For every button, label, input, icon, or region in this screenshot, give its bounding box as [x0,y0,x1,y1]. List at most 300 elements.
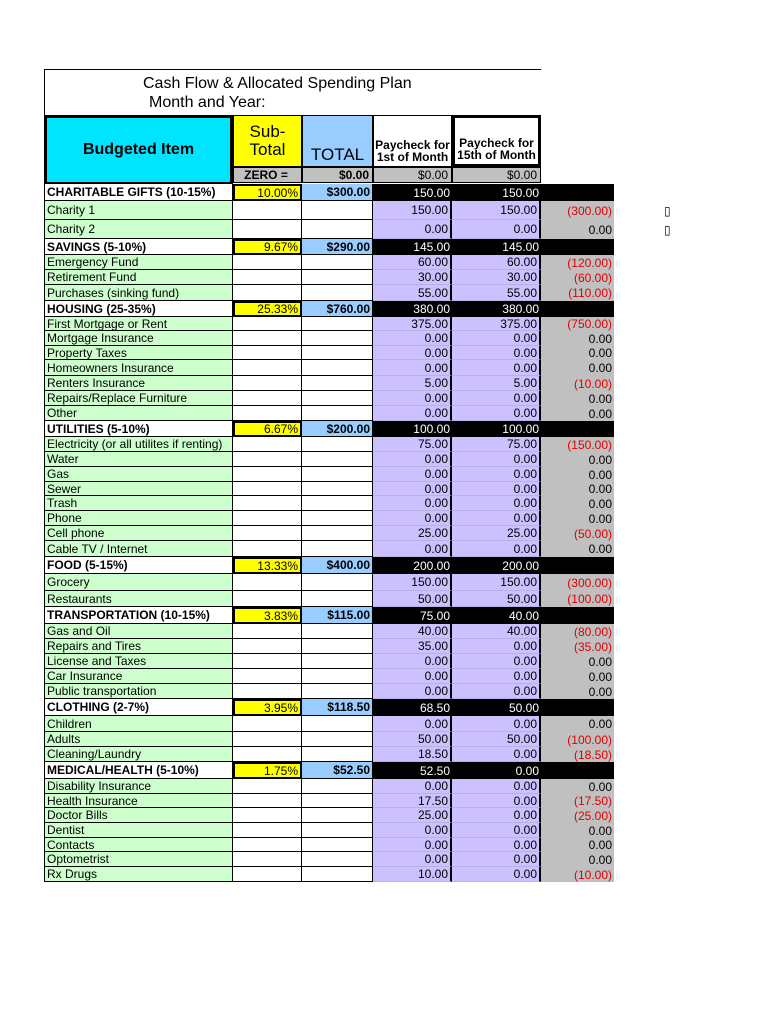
category-row [44,607,614,624]
item-row [44,867,614,882]
paycheck-15th-cell[interactable]: 75.00 [452,437,541,452]
subtotal-cell[interactable] [233,747,302,762]
subtotal-cell[interactable] [233,406,302,421]
subtotal-cell[interactable]: 6.67% [233,421,302,437]
subtotal-cell[interactable] [233,654,302,669]
total-cell[interactable]: $52.50 [302,762,373,779]
paycheck-15th-cell[interactable]: 50.00 [452,732,541,747]
item-label[interactable]: Retirement Fund [44,270,233,285]
item-label[interactable]: Cell phone [44,526,233,541]
item-row [44,437,614,452]
paycheck-15th-cell[interactable]: 100.00 [452,421,541,437]
paycheck-15th-cell[interactable]: 0.00 [452,220,541,239]
subtotal-cell[interactable] [233,732,302,747]
item-label[interactable]: Water [44,452,233,467]
paycheck-15th-cell[interactable]: 0.00 [452,511,541,526]
paycheck-1st-cell[interactable]: 0.00 [373,654,452,669]
subtotal-cell[interactable] [233,255,302,270]
paycheck-15th-cell[interactable]: 375.00 [452,317,541,331]
paycheck-15th-cell[interactable]: 0.00 [452,639,541,654]
total-cell[interactable] [302,852,373,867]
paycheck-1st-cell[interactable]: 0.00 [373,391,452,406]
subtotal-cell[interactable]: 3.83% [233,607,302,624]
total-cell[interactable]: $300.00 [302,184,373,201]
paycheck-1st-cell[interactable]: 0.00 [373,716,452,732]
difference-cell[interactable]: 0.00 [541,452,614,467]
total-cell[interactable] [302,591,373,607]
item-label[interactable]: License and Taxes [44,654,233,669]
subtotal-cell[interactable] [233,391,302,406]
subtotal-cell[interactable] [233,285,302,301]
subtotal-cell[interactable] [233,684,302,699]
difference-cell[interactable]: (100.00) [541,732,614,747]
subtotal-cell[interactable] [233,346,302,360]
total-cell[interactable] [302,867,373,882]
item-row [44,654,614,669]
item-row [44,526,614,541]
item-row [44,794,614,808]
paycheck-1st-cell[interactable]: 200.00 [373,557,452,574]
paycheck-1st-cell[interactable]: 60.00 [373,255,452,270]
subtotal-cell[interactable] [233,220,302,239]
paycheck-1st-cell[interactable]: 25.00 [373,808,452,823]
total-cell[interactable] [302,467,373,482]
difference-cell[interactable] [541,762,614,779]
paycheck-1st-cell[interactable]: 50.00 [373,591,452,607]
difference-cell[interactable]: 0.00 [541,360,614,376]
paycheck-1st-cell[interactable]: 35.00 [373,639,452,654]
item-row [44,716,614,732]
total-cell[interactable] [302,437,373,452]
paycheck-15th-cell[interactable]: 30.00 [452,270,541,285]
paycheck-15th-cell[interactable]: 0.00 [452,360,541,376]
category-label[interactable]: CHARITABLE GIFTS (10-15%) [44,184,233,201]
subtotal-cell[interactable] [233,639,302,654]
total-cell[interactable] [302,482,373,496]
difference-cell[interactable]: (100.00) [541,591,614,607]
item-label[interactable]: Children [44,716,233,732]
item-label[interactable]: Charity 2 [44,220,233,239]
paycheck-15th-cell[interactable]: 380.00 [452,301,541,317]
paycheck-15th-cell[interactable]: 40.00 [452,607,541,624]
item-label[interactable]: Dentist [44,823,233,838]
paycheck-15th-cell[interactable]: 0.00 [452,716,541,732]
item-row [44,376,614,391]
paycheck-1st-cell[interactable]: 18.50 [373,747,452,762]
difference-cell[interactable]: (150.00) [541,437,614,452]
item-row [44,838,614,852]
total-cell[interactable] [302,794,373,808]
subtotal-cell[interactable] [233,376,302,391]
paycheck-15th-cell[interactable]: 0.00 [452,406,541,421]
subtotal-cell[interactable] [233,838,302,852]
subtotal-cell[interactable]: 10.00% [233,184,302,201]
paycheck-1st-cell[interactable]: 0.00 [373,452,452,467]
difference-cell[interactable]: 0.00 [541,220,614,239]
difference-cell[interactable]: (300.00) [541,201,614,220]
total-cell[interactable] [302,406,373,421]
item-label[interactable]: Sewer [44,482,233,496]
category-label[interactable]: MEDICAL/HEALTH (5-10%) [44,762,233,779]
paycheck-1st-cell[interactable]: 17.50 [373,794,452,808]
month-year-label: Month and Year: [149,94,266,111]
total-cell[interactable] [302,808,373,823]
item-row [44,391,614,406]
item-label[interactable]: Emergency Fund [44,255,233,270]
subtotal-cell[interactable] [233,624,302,639]
paycheck-1st-cell[interactable]: 0.00 [373,541,452,557]
item-row [44,852,614,867]
item-label[interactable]: Cable TV / Internet [44,541,233,557]
difference-cell[interactable]: 0.00 [541,406,614,421]
item-label[interactable]: Rx Drugs [44,867,233,882]
item-label[interactable]: Homeowners Insurance [44,360,233,376]
paycheck-1st-cell[interactable]: 0.00 [373,669,452,684]
total-cell[interactable] [302,574,373,591]
subtotal-cell[interactable] [233,716,302,732]
total-cell[interactable] [302,270,373,285]
paycheck-15th-cell[interactable]: 0.00 [452,467,541,482]
item-label[interactable]: Grocery [44,574,233,591]
item-row [44,541,614,557]
total-cell[interactable] [302,654,373,669]
item-row [44,823,614,838]
paycheck-15th-cell[interactable]: 145.00 [452,239,541,255]
difference-cell[interactable]: (120.00) [541,255,614,270]
difference-cell[interactable]: 0.00 [541,511,614,526]
item-label[interactable]: Renters Insurance [44,376,233,391]
paycheck-1st-cell[interactable]: 0.00 [373,220,452,239]
difference-cell[interactable]: 0.00 [541,684,614,699]
item-label[interactable]: Gas and Oil [44,624,233,639]
difference-cell[interactable] [541,607,614,624]
subtotal-cell[interactable] [233,541,302,557]
item-label[interactable]: First Mortgage or Rent [44,317,233,331]
item-label[interactable]: Adults [44,732,233,747]
difference-cell[interactable]: 0.00 [541,391,614,406]
paycheck-15th-cell[interactable]: 5.00 [452,376,541,391]
total-cell[interactable] [302,779,373,794]
side-marker-2: ▯ [664,223,671,237]
paycheck-1st-cell[interactable]: 0.00 [373,496,452,511]
total-cell[interactable] [302,391,373,406]
paycheck-15th-cell[interactable]: 0.00 [452,482,541,496]
item-label[interactable]: Doctor Bills [44,808,233,823]
total-cell[interactable] [302,511,373,526]
total-cell[interactable]: $290.00 [302,239,373,255]
category-label[interactable]: FOOD (5-15%) [44,557,233,574]
subtotal-cell[interactable] [233,317,302,331]
difference-cell[interactable] [541,301,614,317]
subtotal-cell[interactable] [233,201,302,220]
total-cell[interactable] [302,285,373,301]
difference-cell[interactable]: 0.00 [541,838,614,852]
subtotal-cell[interactable] [233,591,302,607]
zero-label: ZERO = [233,167,302,183]
category-label[interactable]: TRANSPORTATION (10-15%) [44,607,233,624]
subtotal-cell[interactable] [233,496,302,511]
item-label[interactable]: Property Taxes [44,346,233,360]
header-paycheck-15th: Paycheck for 15th of Month [452,115,541,167]
item-label[interactable]: Restaurants [44,591,233,607]
difference-cell[interactable]: 0.00 [541,823,614,838]
item-label[interactable]: Phone [44,511,233,526]
paycheck-1st-cell[interactable]: 75.00 [373,607,452,624]
paycheck-15th-cell[interactable]: 0.00 [452,838,541,852]
paycheck-1st-cell[interactable]: 0.00 [373,482,452,496]
difference-cell[interactable]: 0.00 [541,346,614,360]
total-cell[interactable] [302,716,373,732]
paycheck-15th-cell[interactable]: 0.00 [452,794,541,808]
item-label[interactable]: Health Insurance [44,794,233,808]
difference-cell[interactable] [541,184,614,201]
paycheck-1st-cell[interactable]: 5.00 [373,376,452,391]
subtotal-cell[interactable]: 3.95% [233,699,302,716]
subtotal-cell[interactable] [233,779,302,794]
item-label[interactable]: Electricity (or all utilites if renting) [44,437,233,452]
paycheck-15th-cell[interactable]: 0.00 [452,496,541,511]
item-label[interactable]: Trash [44,496,233,511]
zero-paycheck-1st: $0.00 [373,167,452,183]
difference-cell[interactable] [541,421,614,437]
item-label[interactable]: Repairs/Replace Furniture [44,391,233,406]
paycheck-15th-cell[interactable]: 50.00 [452,591,541,607]
paycheck-1st-cell[interactable]: 0.00 [373,684,452,699]
subtotal-cell[interactable] [233,452,302,467]
paycheck-1st-cell[interactable]: 0.00 [373,331,452,346]
total-cell[interactable] [302,331,373,346]
subtotal-cell[interactable] [233,360,302,376]
category-label[interactable]: HOUSING (25-35%) [44,301,233,317]
difference-cell[interactable]: (50.00) [541,526,614,541]
item-label[interactable]: Disability Insurance [44,779,233,794]
difference-cell[interactable]: 0.00 [541,852,614,867]
total-cell[interactable] [302,346,373,360]
paycheck-15th-cell[interactable]: 55.00 [452,285,541,301]
total-cell[interactable] [302,684,373,699]
paycheck-15th-cell[interactable]: 40.00 [452,624,541,639]
paycheck-15th-cell[interactable]: 0.00 [452,808,541,823]
subtotal-cell[interactable] [233,467,302,482]
item-label[interactable]: Optometrist [44,852,233,867]
total-cell[interactable]: $400.00 [302,557,373,574]
paycheck-1st-cell[interactable]: 0.00 [373,360,452,376]
paycheck-1st-cell[interactable]: 0.00 [373,511,452,526]
difference-cell[interactable]: (300.00) [541,574,614,591]
paycheck-1st-cell[interactable]: 375.00 [373,317,452,331]
subtotal-cell[interactable]: 25.33% [233,301,302,317]
paycheck-15th-cell[interactable]: 0.00 [452,684,541,699]
item-row [44,574,614,591]
zero-total: $0.00 [302,167,373,183]
total-cell[interactable] [302,732,373,747]
subtotal-cell[interactable] [233,794,302,808]
item-row [44,285,614,301]
total-cell[interactable] [302,220,373,239]
item-row [44,482,614,496]
paycheck-1st-cell[interactable]: 52.50 [373,762,452,779]
item-label[interactable]: Contacts [44,838,233,852]
difference-cell[interactable]: 0.00 [541,496,614,511]
total-cell[interactable] [302,317,373,331]
difference-cell[interactable]: (80.00) [541,624,614,639]
item-label[interactable]: Cleaning/Laundry [44,747,233,762]
paycheck-1st-cell[interactable]: 55.00 [373,285,452,301]
paycheck-1st-cell[interactable]: 150.00 [373,201,452,220]
title-block [44,69,541,117]
difference-cell[interactable] [541,699,614,716]
subtotal-cell[interactable] [233,574,302,591]
subtotal-cell[interactable] [233,270,302,285]
subtotal-cell[interactable] [233,331,302,346]
total-cell[interactable] [302,452,373,467]
total-cell[interactable] [302,541,373,557]
item-label[interactable]: Public transportation [44,684,233,699]
category-label[interactable]: UTILITIES (5-10%) [44,421,233,437]
paycheck-15th-cell[interactable]: 50.00 [452,699,541,716]
paycheck-15th-cell[interactable]: 150.00 [452,201,541,220]
paycheck-1st-cell[interactable]: 68.50 [373,699,452,716]
paycheck-15th-cell[interactable]: 0.00 [452,669,541,684]
total-cell[interactable] [302,255,373,270]
paycheck-15th-cell[interactable]: 0.00 [452,654,541,669]
difference-cell[interactable]: (10.00) [541,867,614,882]
header-subtotal: Sub- Total [233,115,302,167]
difference-cell[interactable]: 0.00 [541,669,614,684]
item-label[interactable]: Repairs and Tires [44,639,233,654]
subtotal-cell[interactable] [233,808,302,823]
difference-cell[interactable]: 0.00 [541,541,614,557]
difference-cell[interactable]: 0.00 [541,467,614,482]
total-cell[interactable] [302,823,373,838]
category-label[interactable]: SAVINGS (5-10%) [44,239,233,255]
paycheck-1st-cell[interactable]: 145.00 [373,239,452,255]
difference-cell[interactable] [541,239,614,255]
paycheck-15th-cell[interactable]: 150.00 [452,184,541,201]
subtotal-cell[interactable] [233,823,302,838]
paycheck-1st-cell[interactable]: 0.00 [373,346,452,360]
paycheck-15th-cell[interactable]: 0.00 [452,331,541,346]
total-cell[interactable] [302,376,373,391]
paycheck-1st-cell[interactable]: 0.00 [373,406,452,421]
paycheck-15th-cell[interactable]: 0.00 [452,762,541,779]
subtotal-cell[interactable]: 1.75% [233,762,302,779]
total-cell[interactable] [302,360,373,376]
difference-cell[interactable]: (25.00) [541,808,614,823]
paycheck-15th-cell[interactable]: 0.00 [452,452,541,467]
total-cell[interactable] [302,496,373,511]
paycheck-15th-cell[interactable]: 0.00 [452,823,541,838]
subtotal-cell[interactable] [233,526,302,541]
paycheck-15th-cell[interactable]: 25.00 [452,526,541,541]
paycheck-1st-cell[interactable]: 0.00 [373,823,452,838]
difference-cell[interactable]: (17.50) [541,794,614,808]
item-label[interactable]: Charity 1 [44,201,233,220]
sheet-title: Cash Flow & Allocated Spending Plan [143,75,412,92]
paycheck-1st-cell[interactable]: 0.00 [373,467,452,482]
paycheck-1st-cell[interactable]: 30.00 [373,270,452,285]
paycheck-15th-cell[interactable]: 0.00 [452,779,541,794]
paycheck-1st-cell[interactable]: 0.00 [373,838,452,852]
total-cell[interactable] [302,624,373,639]
paycheck-15th-cell[interactable]: 0.00 [452,346,541,360]
difference-cell[interactable]: 0.00 [541,779,614,794]
subtotal-cell[interactable] [233,511,302,526]
paycheck-1st-cell[interactable]: 0.00 [373,779,452,794]
subtotal-cell[interactable] [233,482,302,496]
category-label[interactable]: CLOTHING (2-7%) [44,699,233,716]
total-cell[interactable] [302,669,373,684]
item-label[interactable]: Car Insurance [44,669,233,684]
difference-cell[interactable]: (60.00) [541,270,614,285]
paycheck-15th-cell[interactable]: 0.00 [452,747,541,762]
difference-cell[interactable]: 0.00 [541,654,614,669]
paycheck-1st-cell[interactable]: 40.00 [373,624,452,639]
paycheck-15th-cell[interactable]: 150.00 [452,574,541,591]
difference-cell[interactable]: (750.00) [541,317,614,331]
subtotal-cell[interactable] [233,867,302,882]
item-row [44,732,614,747]
item-label[interactable]: Other [44,406,233,421]
difference-cell[interactable]: (35.00) [541,639,614,654]
item-label[interactable]: Purchases (sinking fund) [44,285,233,301]
paycheck-1st-cell[interactable]: 25.00 [373,526,452,541]
paycheck-15th-cell[interactable]: 0.00 [452,867,541,882]
paycheck-1st-cell[interactable]: 50.00 [373,732,452,747]
total-cell[interactable]: $760.00 [302,301,373,317]
paycheck-1st-cell[interactable]: 10.00 [373,867,452,882]
total-cell[interactable] [302,838,373,852]
paycheck-15th-cell[interactable]: 200.00 [452,557,541,574]
difference-cell[interactable]: (110.00) [541,285,614,301]
paycheck-1st-cell[interactable]: 150.00 [373,574,452,591]
total-cell[interactable] [302,201,373,220]
paycheck-1st-cell[interactable]: 100.00 [373,421,452,437]
total-cell[interactable]: $115.00 [302,607,373,624]
subtotal-cell[interactable] [233,669,302,684]
total-cell[interactable] [302,747,373,762]
subtotal-cell[interactable]: 13.33% [233,557,302,574]
difference-cell[interactable]: 0.00 [541,482,614,496]
paycheck-1st-cell[interactable]: 150.00 [373,184,452,201]
item-label[interactable]: Gas [44,467,233,482]
item-row [44,496,614,511]
difference-cell[interactable]: (18.50) [541,747,614,762]
item-row [44,684,614,699]
item-label[interactable]: Mortgage Insurance [44,331,233,346]
difference-cell[interactable] [541,557,614,574]
paycheck-15th-cell[interactable]: 60.00 [452,255,541,270]
subtotal-cell[interactable] [233,437,302,452]
difference-cell[interactable]: 0.00 [541,331,614,346]
subtotal-cell[interactable] [233,852,302,867]
total-cell[interactable]: $200.00 [302,421,373,437]
item-row [44,346,614,360]
paycheck-1st-cell[interactable]: 75.00 [373,437,452,452]
total-cell[interactable] [302,526,373,541]
paycheck-15th-cell[interactable]: 0.00 [452,852,541,867]
difference-cell[interactable]: 0.00 [541,716,614,732]
subtotal-cell[interactable]: 9.67% [233,239,302,255]
total-cell[interactable]: $118.50 [302,699,373,716]
paycheck-1st-cell[interactable]: 0.00 [373,852,452,867]
paycheck-15th-cell[interactable]: 0.00 [452,541,541,557]
difference-cell[interactable]: (10.00) [541,376,614,391]
paycheck-1st-cell[interactable]: 380.00 [373,301,452,317]
total-cell[interactable] [302,639,373,654]
paycheck-15th-cell[interactable]: 0.00 [452,391,541,406]
zero-paycheck-15th: $0.00 [452,167,541,183]
